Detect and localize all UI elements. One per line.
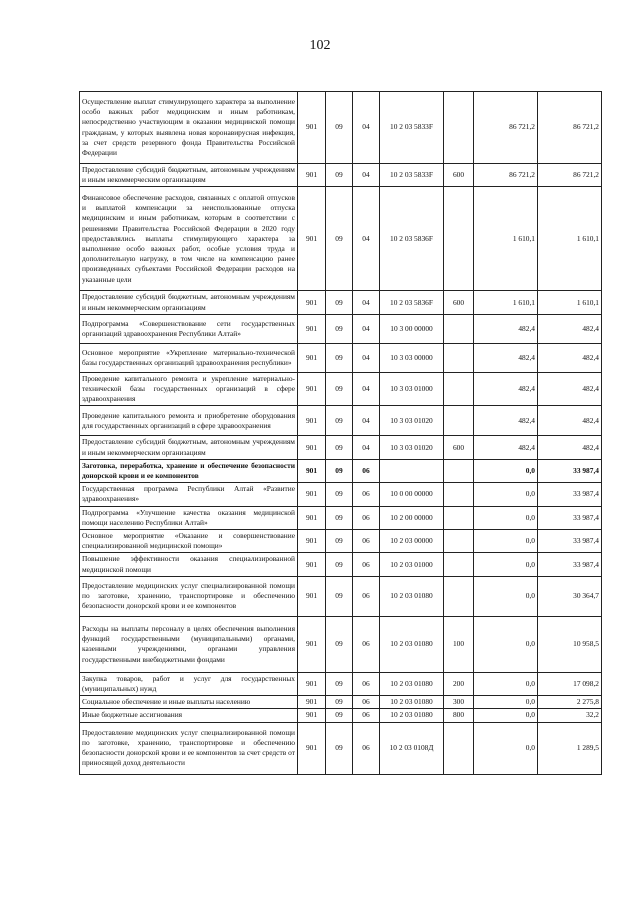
row-target-article: 10 2 03 5833F [380, 92, 444, 164]
row-target-article: 10 3 03 01000 [380, 372, 444, 406]
row-subsection: 06 [353, 530, 380, 553]
row-grbs: 901 [298, 459, 326, 482]
row-expense-type [444, 576, 474, 616]
row-subsection: 04 [353, 406, 380, 436]
row-expense-type: 100 [444, 616, 474, 672]
row-grbs: 901 [298, 696, 326, 709]
row-amount-1: 86 721,2 [474, 164, 538, 187]
row-name: Закупка товаров, работ и услуг для государственных (муниципальных) нужд [80, 672, 298, 695]
row-amount-2: 1 610,1 [538, 291, 602, 314]
row-target-article: 10 3 00 00000 [380, 314, 444, 343]
row-subsection: 06 [353, 459, 380, 482]
table-row [80, 164, 602, 187]
row-expense-type [444, 530, 474, 553]
row-subsection: 06 [353, 553, 380, 576]
row-name: Государственная программа Республики Алтай «Развитие здравоохранения» [80, 483, 298, 506]
row-expense-type: 800 [444, 709, 474, 722]
row-section: 09 [326, 459, 353, 482]
row-amount-1: 0,0 [474, 506, 538, 529]
table-row [80, 483, 602, 506]
row-name: Повышение эффективности оказания специализированной медицинской помощи [80, 553, 298, 576]
row-section: 09 [326, 672, 353, 695]
row-section: 09 [326, 616, 353, 672]
row-name: Иные бюджетные ассигнования [80, 709, 298, 722]
row-subsection: 06 [353, 722, 380, 774]
page-number: 102 [309, 38, 331, 53]
row-amount-1: 482,4 [474, 406, 538, 436]
table-row [80, 436, 602, 459]
row-amount-1: 482,4 [474, 314, 538, 343]
row-grbs: 901 [298, 372, 326, 406]
row-amount-1: 0,0 [474, 576, 538, 616]
row-grbs: 901 [298, 291, 326, 314]
table-row [80, 459, 602, 482]
row-expense-type [444, 406, 474, 436]
row-amount-1: 1 610,1 [474, 187, 538, 291]
row-name: Проведение капитального ремонта и укрепление материально-технической базы государственных организаций в сфере здравоохранения [80, 372, 298, 406]
row-target-article: 10 3 03 01020 [380, 406, 444, 436]
row-subsection: 04 [353, 187, 380, 291]
row-amount-2: 86 721,2 [538, 164, 602, 187]
row-target-article: 10 0 00 00000 [380, 483, 444, 506]
row-section: 09 [326, 314, 353, 343]
row-grbs: 901 [298, 709, 326, 722]
row-subsection: 06 [353, 672, 380, 695]
row-subsection: 04 [353, 164, 380, 187]
row-amount-1: 482,4 [474, 343, 538, 372]
row-amount-2: 32,2 [538, 709, 602, 722]
row-target-article: 10 2 03 00000 [380, 530, 444, 553]
row-expense-type: 600 [444, 291, 474, 314]
row-grbs: 901 [298, 530, 326, 553]
row-section: 09 [326, 92, 353, 164]
row-amount-1: 482,4 [474, 372, 538, 406]
row-subsection: 04 [353, 291, 380, 314]
row-expense-type: 200 [444, 672, 474, 695]
row-expense-type [444, 187, 474, 291]
row-name: Подпрограмма «Улучшение качества оказания медицинской помощи населению Республики Алтай» [80, 506, 298, 529]
row-section: 09 [326, 291, 353, 314]
row-target-article: 10 3 03 01020 [380, 436, 444, 459]
row-grbs: 901 [298, 506, 326, 529]
row-target-article: 10 2 03 0108Д [380, 722, 444, 774]
row-amount-2: 2 275,8 [538, 696, 602, 709]
row-expense-type: 300 [444, 696, 474, 709]
row-target-article: 10 2 03 01080 [380, 576, 444, 616]
row-name: Основное мероприятие «Оказание и совершенствование специализированной медицинской помощи» [80, 530, 298, 553]
row-amount-2: 33 987,4 [538, 553, 602, 576]
table-row [80, 343, 602, 372]
row-amount-1: 0,0 [474, 672, 538, 695]
row-amount-2: 33 987,4 [538, 459, 602, 482]
row-name: Расходы на выплаты персоналу в целях обеспечения выполнения функций государственными (муниципальными) органами, казенными учреждениями, органами управления государственными внебюджетными фондами [80, 616, 298, 672]
row-amount-2: 482,4 [538, 436, 602, 459]
row-expense-type: 600 [444, 436, 474, 459]
row-amount-1: 0,0 [474, 696, 538, 709]
row-subsection: 06 [353, 506, 380, 529]
row-amount-2: 86 721,2 [538, 92, 602, 164]
row-grbs: 901 [298, 92, 326, 164]
row-grbs: 901 [298, 164, 326, 187]
row-subsection: 06 [353, 616, 380, 672]
row-grbs: 901 [298, 576, 326, 616]
row-target-article: 10 2 03 01080 [380, 696, 444, 709]
table-row [80, 314, 602, 343]
row-section: 09 [326, 436, 353, 459]
row-grbs: 901 [298, 436, 326, 459]
row-target-article: 10 3 03 00000 [380, 343, 444, 372]
row-section: 09 [326, 343, 353, 372]
row-expense-type [444, 372, 474, 406]
row-section: 09 [326, 696, 353, 709]
row-name: Предоставление субсидий бюджетным, автономным учреждениям и иным некоммерческим организациям [80, 291, 298, 314]
budget-table [79, 91, 602, 775]
table-row [80, 616, 602, 672]
row-amount-1: 0,0 [474, 553, 538, 576]
row-amount-1: 0,0 [474, 709, 538, 722]
row-name: Заготовка, переработка, хранение и обеспечение безопасности донорской крови и ее компонентов [80, 459, 298, 482]
row-amount-2: 482,4 [538, 314, 602, 343]
row-subsection: 04 [353, 314, 380, 343]
row-subsection: 04 [353, 372, 380, 406]
row-expense-type [444, 506, 474, 529]
row-grbs: 901 [298, 553, 326, 576]
row-amount-2: 1 610,1 [538, 187, 602, 291]
table-row [80, 372, 602, 406]
table-row [80, 187, 602, 291]
row-subsection: 06 [353, 576, 380, 616]
table-row [80, 709, 602, 722]
table-row [80, 553, 602, 576]
row-name: Предоставление субсидий бюджетным, автономным учреждениям и иным некоммерческим организациям [80, 164, 298, 187]
row-name: Основное мероприятие «Укрепление материально-технической базы государственных организаций здравоохранения республики» [80, 343, 298, 372]
row-name: Предоставление медицинских услуг специализированной помощи по заготовке, хранению, транспортировке и обеспечению безопасности донорской крови и ее компонентов за счет средств от приносящей доход деятельности [80, 722, 298, 774]
row-expense-type [444, 343, 474, 372]
row-expense-type [444, 483, 474, 506]
table-row [80, 722, 602, 774]
row-section: 09 [326, 553, 353, 576]
table-row [80, 406, 602, 436]
row-subsection: 06 [353, 483, 380, 506]
row-target-article: 10 2 03 01000 [380, 553, 444, 576]
row-name: Проведение капитального ремонта и приобретение оборудования для государственных организаций в сфере здравоохранения [80, 406, 298, 436]
row-grbs: 901 [298, 722, 326, 774]
row-target-article: 10 2 00 00000 [380, 506, 444, 529]
row-amount-1: 86 721,2 [474, 92, 538, 164]
row-expense-type [444, 553, 474, 576]
row-section: 09 [326, 406, 353, 436]
row-amount-2: 17 098,2 [538, 672, 602, 695]
row-grbs: 901 [298, 406, 326, 436]
row-expense-type [444, 722, 474, 774]
row-amount-2: 30 364,7 [538, 576, 602, 616]
row-amount-1: 0,0 [474, 530, 538, 553]
row-section: 09 [326, 722, 353, 774]
row-section: 09 [326, 187, 353, 291]
row-amount-1: 0,0 [474, 616, 538, 672]
row-name: Финансовое обеспечение расходов, связанных с оплатой отпусков и выплатой компенсации за неиспользованные отпуска медицинским и иным работникам, которым в соответствии с решениями Правительства Российской Федерации в 2020 году предоставлялись выплаты стимулирующего характера за выполнение особо важных работ, особые условия труда и дополнительную нагрузку, в том числе на компенсацию ранее произведенных субъектами Российской Федерации расходов на указанные цели [80, 187, 298, 291]
row-amount-2: 33 987,4 [538, 530, 602, 553]
row-name: Осуществление выплат стимулирующего характера за выполнение особо важных работ медицинским и иным работникам, непосредственно участвующим в оказании медицинской помощи гражданам, у которых выявлена новая коронавирусная инфекция, за счет средств резервного фонда Правительства Российской Федерации [80, 92, 298, 164]
row-grbs: 901 [298, 314, 326, 343]
row-name: Предоставление медицинских услуг специализированной помощи по заготовке, хранению, транспортировке и обеспечению безопасности донорской крови и ее компонентов [80, 576, 298, 616]
row-section: 09 [326, 506, 353, 529]
row-subsection: 06 [353, 709, 380, 722]
row-section: 09 [326, 530, 353, 553]
row-grbs: 901 [298, 616, 326, 672]
table-row [80, 506, 602, 529]
row-target-article [380, 459, 444, 482]
row-expense-type [444, 459, 474, 482]
row-amount-1: 1 610,1 [474, 291, 538, 314]
row-target-article: 10 2 03 01080 [380, 672, 444, 695]
row-target-article: 10 2 03 5836F [380, 187, 444, 291]
row-section: 09 [326, 709, 353, 722]
row-amount-2: 482,4 [538, 372, 602, 406]
table-row [80, 291, 602, 314]
table-row [80, 530, 602, 553]
row-subsection: 06 [353, 696, 380, 709]
row-target-article: 10 2 03 01080 [380, 709, 444, 722]
row-subsection: 04 [353, 92, 380, 164]
row-amount-2: 482,4 [538, 343, 602, 372]
row-target-article: 10 2 03 5833F [380, 164, 444, 187]
row-amount-1: 482,4 [474, 436, 538, 459]
row-subsection: 04 [353, 343, 380, 372]
row-amount-1: 0,0 [474, 722, 538, 774]
row-amount-2: 10 958,5 [538, 616, 602, 672]
row-grbs: 901 [298, 672, 326, 695]
row-amount-2: 1 289,5 [538, 722, 602, 774]
row-name: Социальное обеспечение и иные выплаты населению [80, 696, 298, 709]
row-amount-2: 33 987,4 [538, 483, 602, 506]
row-target-article: 10 2 03 01080 [380, 616, 444, 672]
row-expense-type [444, 314, 474, 343]
table-row [80, 92, 602, 164]
row-amount-2: 482,4 [538, 406, 602, 436]
row-expense-type: 600 [444, 164, 474, 187]
row-target-article: 10 2 03 5836F [380, 291, 444, 314]
row-grbs: 901 [298, 343, 326, 372]
row-section: 09 [326, 483, 353, 506]
row-grbs: 901 [298, 187, 326, 291]
row-amount-1: 0,0 [474, 483, 538, 506]
row-section: 09 [326, 576, 353, 616]
row-grbs: 901 [298, 483, 326, 506]
row-name: Предоставление субсидий бюджетным, автономным учреждениям и иным некоммерческим организациям [80, 436, 298, 459]
row-expense-type [444, 92, 474, 164]
row-amount-1: 0,0 [474, 459, 538, 482]
row-amount-2: 33 987,4 [538, 506, 602, 529]
table-row [80, 672, 602, 695]
table-row [80, 576, 602, 616]
row-name: Подпрограмма «Совершенствование сети государственных организаций здравоохранения Республики Алтай» [80, 314, 298, 343]
row-section: 09 [326, 164, 353, 187]
row-section: 09 [326, 372, 353, 406]
table-row [80, 696, 602, 709]
row-subsection: 04 [353, 436, 380, 459]
